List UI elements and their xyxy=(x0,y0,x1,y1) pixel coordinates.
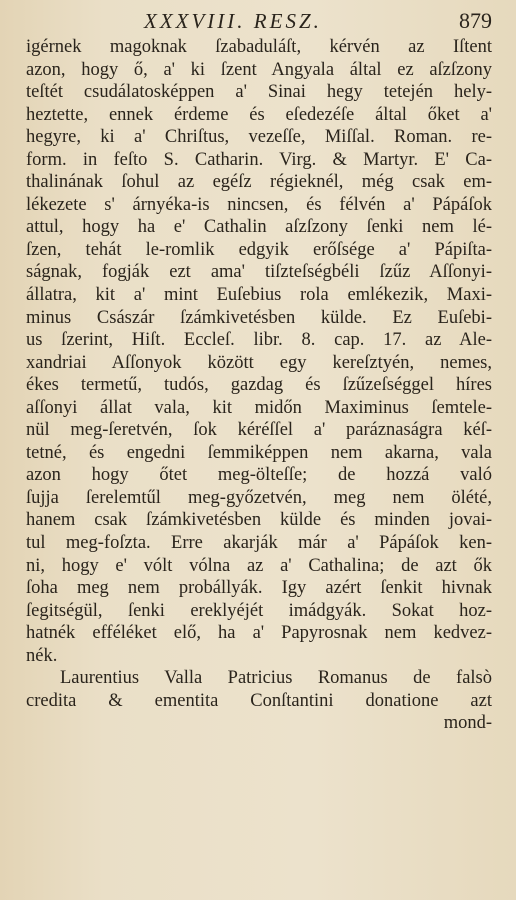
text-line: nék. xyxy=(26,645,58,666)
text-line: lékezete s' árnyéka-is nincsen, és félvén a' Pápáſok xyxy=(26,194,492,215)
text-line: credita & ementita Conſtantini donatione azt xyxy=(26,690,492,711)
text-line: xandriai Aſſonyok között egy kereſztyén, nemes, xyxy=(26,352,492,373)
text-line: ékes termetű, tudós, gazdag és ſzűzeſséggel híres xyxy=(26,375,492,396)
text-line: heztette, ennek érdeme és eſedezéſe által őket a' xyxy=(26,104,492,125)
text-line: mond- xyxy=(443,713,492,734)
running-head: XXXVIII. RESZ. xyxy=(144,9,322,33)
text-line: attul, hogy ha e' Cathalin aſzſzony ſenki nem lé- xyxy=(26,217,492,238)
text-line: ságnak, fogják ezt ama' tiſzteſségbéli ſzűz Aſſonyi- xyxy=(26,262,492,283)
text-line: igérnek magoknak ſzabaduláſt, kérvén az Iſtent xyxy=(26,37,492,57)
text-line: form. in feſto S. Catharin. Virg. & Martyr. E' Ca- xyxy=(26,149,492,170)
text-line: us ſzerint, Hiſt. Eccleſ. libr. 8. cap. 17. az Ale- xyxy=(26,330,492,351)
text-line: nül meg-ſeretvén, ſok kéréſſel a' paráznaságra kéſ- xyxy=(26,420,492,441)
text-line: tetné, és engedni ſemmiképpen nem akarna, vala xyxy=(26,442,492,463)
text-line: ni, hogy e' vólt vólna az a' Cathalina; de azt ők xyxy=(26,555,492,576)
text-line: állatra, kit a' mint Euſebius rola emlékezik, Maxi- xyxy=(26,285,492,306)
text-line: ſzen, tehát le-romlik edgyik erőſsége a' Pápiſta- xyxy=(26,239,492,260)
text-line: teſtét csudálatosképpen a' Sinai hegy tetején hely- xyxy=(26,82,492,103)
text-line: thalinának ſohul az egéſz régieknél, még csak em- xyxy=(26,172,492,193)
text-line: tul meg-foſzta. Erre akarják már a' Pápáſok ken- xyxy=(26,533,492,554)
text-line: hegyre, ki a' Chriſtus, vezeſſe, Miſſal. Roman. re- xyxy=(26,127,492,148)
text-line: ſegitségül, ſenki ereklyéjét imádgyák. Sokat hoz- xyxy=(26,600,492,621)
text-line: azon hogy őtet meg-ölteſſe; de hozzá való xyxy=(26,465,492,486)
text-line: hanem csak ſzámkivetésben külde és minden jovai- xyxy=(26,510,492,531)
text-line: minus Császár ſzámkivetésben külde. Ez Euſebi- xyxy=(26,307,492,328)
text-line: ſujja ſerelemtűl meg-győzetvén, meg nem ölété, xyxy=(26,487,492,508)
page-number: 879 xyxy=(459,8,492,33)
body-text xyxy=(26,36,492,735)
text-line: ſoha meg nem probállyák. Igy azért ſenkit hivnak xyxy=(26,578,492,599)
text-line: Laurentius Valla Patricius Romanus de falsò xyxy=(60,668,492,689)
page-header xyxy=(26,8,492,34)
text-line: aſſonyi állat vala, kit midőn Maximinus ſemtele- xyxy=(26,397,492,418)
text-line: azon, hogy ő, a' ki ſzent Angyala által ez aſzſzony xyxy=(26,59,492,80)
text-line: hatnék efféléket elő, ha a' Papyrosnak nem kedvez- xyxy=(26,623,492,644)
